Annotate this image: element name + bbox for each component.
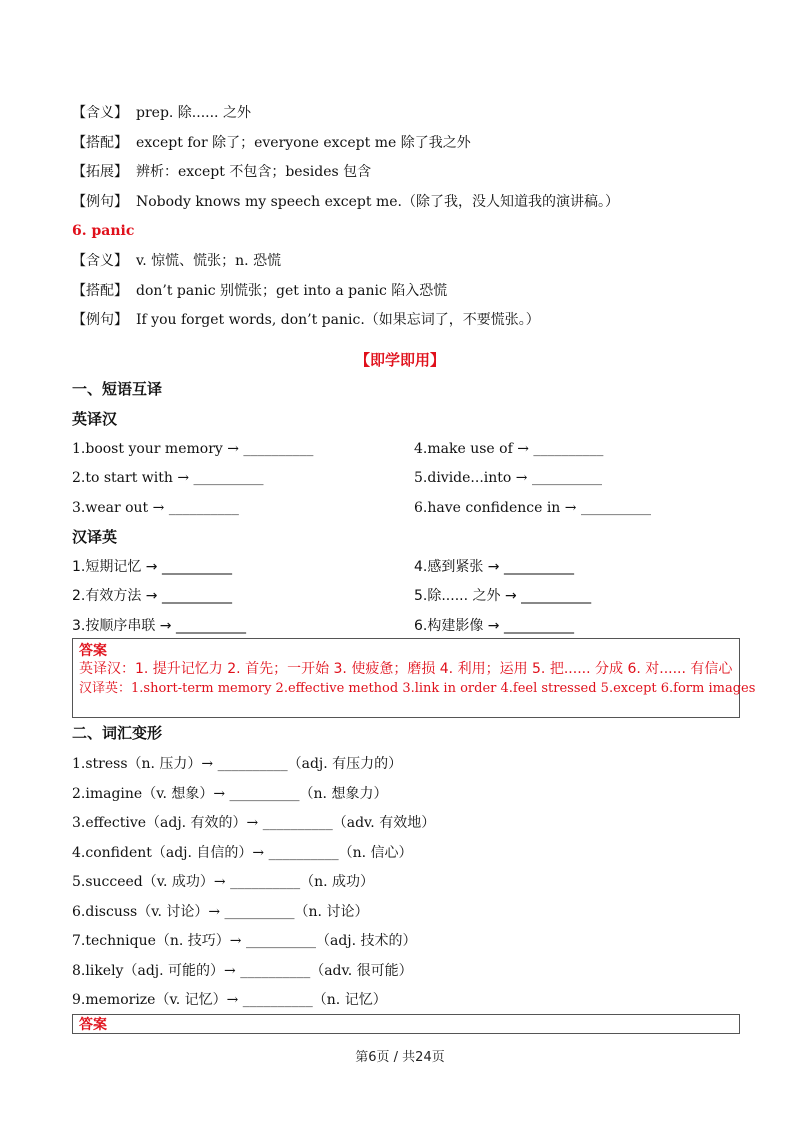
phrase-item: 5.divide...into → __________ (414, 470, 602, 486)
part1-heading: 一、短语互译 (72, 380, 163, 398)
word-6-title: 6. panic (72, 223, 135, 239)
word-form-item: 7.technique（n. 技巧）→ __________（adj. 技术的） (72, 933, 417, 949)
entry-label: 【含义】 (72, 105, 128, 121)
entry-label: 【含义】 (72, 253, 128, 269)
phrase-item: 6.构建影像 → __________ (414, 618, 574, 634)
entry-extension (72, 163, 371, 181)
word-form-item: 9.memorize（v. 记忆）→ __________（n. 记忆） (72, 992, 387, 1008)
phrase-item: 2.to start with → __________ (72, 470, 264, 486)
entry-meaning (72, 104, 251, 122)
word-form-item: 2.imagine（v. 想象）→ __________（n. 想象力） (72, 786, 388, 802)
entry-label: 【例句】 (72, 194, 128, 210)
word-form-item: 3.effective（adj. 有效的）→ __________（adv. 有效地） (72, 815, 436, 831)
phrase-item: 2.有效方法 → __________ (72, 588, 232, 604)
phrase-item: 3.按顺序串联 → __________ (72, 618, 246, 634)
word-form-item: 5.succeed（v. 成功）→ __________（n. 成功） (72, 874, 375, 890)
word-form-item: 4.confident（adj. 自信的）→ __________（n. 信心） (72, 845, 413, 861)
word-form-item: 6.discuss（v. 讨论）→ __________（n. 讨论） (72, 904, 369, 920)
entry-text: except for 除了；everyone except me 除了我之外 (136, 135, 471, 151)
en2cn-heading: 英译汉 (72, 410, 118, 428)
answer-box-part2 (72, 1014, 740, 1034)
phrase-item: 1.短期记忆 → __________ (72, 559, 232, 575)
entry-text: prep. 除...... 之外 (136, 105, 251, 121)
word6-collocation (72, 282, 447, 300)
entry-label: 【搭配】 (72, 135, 128, 151)
entry-label: 【例句】 (72, 312, 128, 328)
part2-heading: 二、词汇变形 (72, 724, 163, 742)
phrase-item: 3.wear out → __________ (72, 500, 239, 516)
section-title: 【即学即用】 (354, 351, 445, 369)
answer-box-part1 (72, 638, 756, 718)
entry-example (72, 193, 619, 211)
word6-example (72, 311, 540, 329)
phrase-item: 4.感到紧张 → __________ (414, 559, 574, 575)
entry-text: 辨析：except 不包含；besides 包含 (136, 164, 372, 180)
word-form-item: 1.stress（n. 压力）→ __________（adj. 有压力的） (72, 756, 403, 772)
word6-meaning (72, 252, 281, 270)
entry-text: v. 惊慌、慌张；n. 恐慌 (136, 253, 282, 269)
page-footer: 第6页 / 共24页 (355, 1050, 445, 1065)
entry-text: Nobody knows my speech except me.（除了我，没人知道我的演讲稿。） (136, 194, 619, 210)
entry-label: 【搭配】 (72, 283, 128, 299)
phrase-item: 1.boost your memory → __________ (72, 441, 314, 457)
entry-collocation (72, 134, 471, 152)
cn2en-heading: 汉译英 (72, 528, 118, 546)
phrase-item: 4.make use of → __________ (414, 441, 604, 457)
phrase-item: 5.除...... 之外 → __________ (414, 588, 592, 604)
word-form-item: 8.likely（adj. 可能的）→ __________（adv. 很可能） (72, 963, 413, 979)
answer-title: 答案 (79, 1017, 107, 1033)
phrase-item: 6.have confidence in → __________ (414, 500, 651, 516)
entry-label: 【拓展】 (72, 164, 128, 180)
entry-text: don’t panic 别慌张；get into a panic 陷入恐慌 (136, 283, 448, 299)
answer-line: 汉译英：1.short-term memory 2.effective method 3.link in order 4.feel stressed 5.except 6.form images (79, 681, 756, 696)
answer-line: 英译汉：1. 提升记忆力 2. 首先；一开始 3. 使疲惫；磨损 4. 利用；运用 5. 把...... 分成 6. 对...... 有信心 (79, 661, 733, 677)
answer-title: 答案 (79, 643, 107, 659)
entry-text: If you forget words, don’t panic.（如果忘词了，不要慌张。） (136, 312, 540, 328)
